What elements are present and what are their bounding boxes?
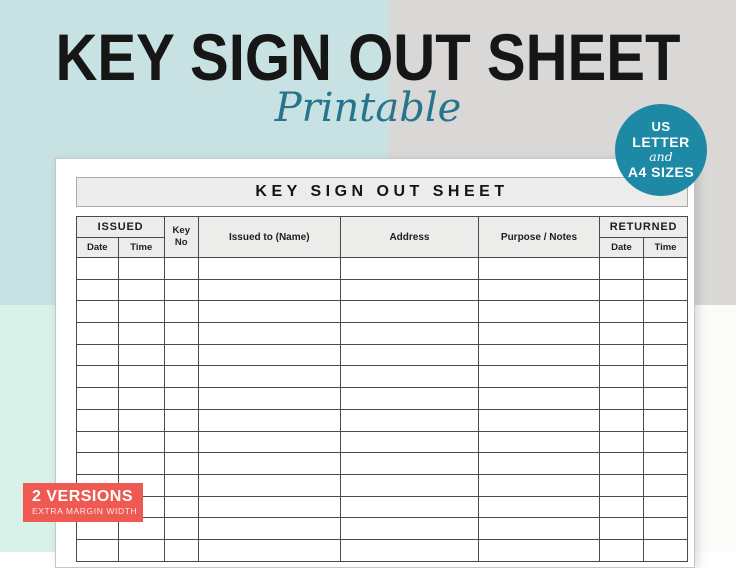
empty-cell [599,474,643,496]
table-row [77,474,688,496]
empty-cell [340,409,478,431]
table-row [77,258,688,280]
issued-group-header: ISSUED [77,217,165,238]
empty-cell [479,539,600,561]
empty-cell [118,279,164,301]
empty-cell [118,409,164,431]
empty-cell [118,301,164,323]
sign-out-table [76,216,688,562]
empty-cell [198,258,340,280]
issued-time-header: Time [118,238,164,258]
empty-cell [599,539,643,561]
empty-cell [118,431,164,453]
empty-cell [164,453,198,475]
issued-to-header: Issued to (Name) [198,217,340,258]
empty-cell [340,474,478,496]
empty-cell [118,539,164,561]
empty-cell [164,474,198,496]
table-row [77,301,688,323]
empty-cell [77,453,119,475]
empty-cell [599,431,643,453]
empty-cell [340,518,478,540]
returned-time-header: Time [643,238,687,258]
sheet-table-body [77,258,688,562]
empty-cell [643,366,687,388]
issued-date-header: Date [77,238,119,258]
empty-cell [77,409,119,431]
empty-cell [164,431,198,453]
empty-cell [77,323,119,345]
empty-cell [599,258,643,280]
empty-cell [643,301,687,323]
empty-cell [198,409,340,431]
empty-cell [198,388,340,410]
size-badge-line4: A4 SIZES [627,163,695,180]
size-badge-line1: US [651,118,671,134]
empty-cell [599,366,643,388]
versions-badge-subtitle: EXTRA MARGIN WIDTH [32,506,138,517]
empty-cell [198,453,340,475]
empty-cell [643,518,687,540]
empty-cell [340,344,478,366]
empty-cell [643,539,687,561]
empty-cell [340,258,478,280]
empty-cell [479,409,600,431]
table-row [77,453,688,475]
table-row [77,388,688,410]
empty-cell [479,518,600,540]
size-badge-line3: and [649,148,673,164]
empty-cell [479,323,600,345]
empty-cell [164,301,198,323]
empty-cell [198,496,340,518]
versions-badge-title: 2 VERSIONS [32,488,134,505]
empty-cell [77,366,119,388]
table-header-group-row [77,217,688,238]
empty-cell [118,388,164,410]
empty-cell [118,323,164,345]
empty-cell [340,301,478,323]
empty-cell [198,539,340,561]
empty-cell [198,474,340,496]
returned-date-header: Date [599,238,643,258]
empty-cell [643,409,687,431]
empty-cell [479,301,600,323]
empty-cell [164,496,198,518]
empty-cell [599,301,643,323]
table-row [77,539,688,561]
table-row [77,366,688,388]
empty-cell [340,388,478,410]
sheet-title: KEY SIGN OUT SHEET [76,177,688,207]
table-row [77,431,688,453]
empty-cell [479,496,600,518]
table-row [77,496,688,518]
returned-group-header: RETURNED [599,217,687,238]
versions-badge [23,483,143,522]
empty-cell [118,258,164,280]
empty-cell [340,539,478,561]
empty-cell [164,279,198,301]
table-row [77,409,688,431]
empty-cell [164,323,198,345]
empty-cell [77,301,119,323]
empty-cell [198,431,340,453]
size-badge-line2: LETTER [632,133,690,150]
empty-cell [643,344,687,366]
sheet-mockup [55,158,695,568]
empty-cell [340,431,478,453]
empty-cell [118,366,164,388]
empty-cell [164,388,198,410]
empty-cell [479,474,600,496]
empty-cell [198,518,340,540]
empty-cell [164,409,198,431]
empty-cell [77,388,119,410]
empty-cell [643,323,687,345]
empty-cell [599,518,643,540]
empty-cell [599,496,643,518]
empty-cell [479,366,600,388]
empty-cell [198,344,340,366]
page-subtitle: Printable [274,85,462,131]
empty-cell [77,344,119,366]
empty-cell [479,431,600,453]
empty-cell [479,453,600,475]
empty-cell [164,258,198,280]
empty-cell [198,323,340,345]
key-no-header: Key No [164,217,198,258]
empty-cell [77,258,119,280]
empty-cell [643,258,687,280]
empty-cell [643,453,687,475]
empty-cell [77,539,119,561]
table-row [77,279,688,301]
empty-cell [643,431,687,453]
empty-cell [479,258,600,280]
empty-cell [198,366,340,388]
empty-cell [340,279,478,301]
empty-cell [599,323,643,345]
empty-cell [643,279,687,301]
address-header: Address [340,217,478,258]
empty-cell [77,279,119,301]
empty-cell [340,323,478,345]
table-row [77,323,688,345]
empty-cell [164,539,198,561]
empty-cell [340,366,478,388]
empty-cell [340,453,478,475]
empty-cell [118,453,164,475]
empty-cell [599,344,643,366]
empty-cell [643,388,687,410]
empty-cell [340,496,478,518]
empty-cell [643,474,687,496]
empty-cell [164,518,198,540]
empty-cell [479,388,600,410]
empty-cell [599,453,643,475]
empty-cell [198,279,340,301]
empty-cell [198,301,340,323]
empty-cell [118,344,164,366]
size-badge [615,104,707,196]
empty-cell [164,344,198,366]
page-title: KEY SIGN OUT SHEET [55,20,681,94]
empty-cell [599,409,643,431]
table-row [77,518,688,540]
empty-cell [599,279,643,301]
empty-cell [164,366,198,388]
empty-cell [599,388,643,410]
empty-cell [479,279,600,301]
empty-cell [479,344,600,366]
table-row [77,344,688,366]
purpose-notes-header: Purpose / Notes [479,217,600,258]
empty-cell [643,496,687,518]
empty-cell [77,431,119,453]
